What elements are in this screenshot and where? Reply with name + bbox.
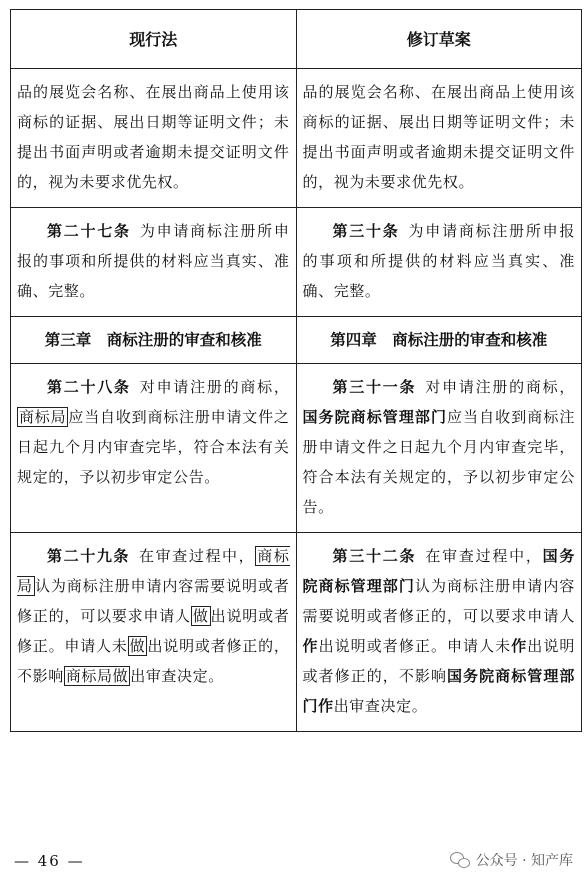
article-text: 在审查过程中， <box>139 547 256 565</box>
page-number: — 46 — <box>14 852 85 870</box>
chapter-row <box>11 316 581 363</box>
article-paragraph <box>303 372 576 522</box>
cell-revised-draft <box>296 69 582 207</box>
header-current-law: 现行法 <box>129 29 178 49</box>
cell-current-law <box>11 533 296 731</box>
revised-text-bold: 国务院商标管理部门 <box>302 547 576 595</box>
article-paragraph <box>17 372 290 492</box>
deleted-text-box: 做 <box>129 637 146 655</box>
wechat-icon <box>450 852 470 868</box>
article-text: 应当自收到商标注册申请文件之日起九个月内审查完毕，符合本法有关规定的，予以初步审定公告。 <box>302 408 575 516</box>
deleted-text-box: 商标局 <box>17 547 290 595</box>
revised-text-bold: 国务院商标管理部门 <box>302 408 447 426</box>
table-row <box>11 363 581 532</box>
article-paragraph <box>303 216 576 306</box>
watermark <box>450 850 573 870</box>
cell-revised-draft <box>296 364 582 532</box>
article-text: 出审查决定。 <box>333 697 428 715</box>
article-text: 认为商标注册申请内容需要说明或者修正的，可以要求申请人 <box>302 577 575 625</box>
paragraph-text: 品的展览会名称、在展出商品上使用该商标的证据、展出日期等证明文件；未提出书面声明或者逾期未提交证明文件的，视为未要求优先权。 <box>17 83 290 191</box>
article-number: 第二十八条 <box>47 378 131 396</box>
article-text: 出审查决定。 <box>130 667 224 685</box>
table-row <box>11 532 581 731</box>
watermark-text: 公众号 · 知产库 <box>475 853 573 869</box>
article-number: 第三十一条 <box>332 378 417 396</box>
article-paragraph <box>303 541 576 721</box>
article-text: 在审查过程中， <box>425 547 543 565</box>
revised-text-bold: 作 <box>511 637 528 655</box>
deleted-text-box: 商标局做 <box>65 667 129 685</box>
article-text: 出说明或者修正。申请人未 <box>318 637 512 655</box>
article-number: 第三十二条 <box>332 547 417 565</box>
cell-revised-draft <box>296 208 582 316</box>
revised-text-bold: 国务院商标管理部门作 <box>302 667 575 715</box>
cell-current-law <box>11 208 296 316</box>
article-text: 应当自收到商标注册申请文件之日起九个月内审查完毕，符合本法有关规定的，予以初步审定公告。 <box>17 408 290 486</box>
deleted-text-box: 商标局 <box>19 408 67 426</box>
article-number: 第二十七条 <box>47 222 131 240</box>
deleted-text-box: 做 <box>192 607 209 625</box>
article-text: 为申请商标注册所申报的事项和所提供的材料应当真实、准确、完整。 <box>17 222 290 300</box>
header-revised-draft: 修订草案 <box>296 10 582 68</box>
table-header-row <box>11 10 581 68</box>
article-text: 出说明或者修正。申请人未 <box>17 607 290 655</box>
article-text: 认为商标注册申请内容需要说明或者修正的，可以要求申请人 <box>17 577 290 625</box>
paragraph-text: 品的展览会名称、在展出商品上使用该商标的证据、展出日期等证明文件；未提出书面声明或者逾期未提交证明文件的，视为未要求优先权。 <box>302 83 575 191</box>
table-row <box>11 207 581 316</box>
article-number: 第二十九条 <box>47 547 131 565</box>
article-number: 第三十条 <box>332 222 400 240</box>
chapter-current-law: 第三章 商标注册的审查和核准 <box>44 331 262 349</box>
article-text: 出说明或者修正的，不影响 <box>17 637 290 685</box>
cell-current-law <box>11 69 296 207</box>
table-row <box>11 68 581 207</box>
article-paragraph <box>17 216 290 306</box>
chapter-revised-draft: 第四章 商标注册的审查和核准 <box>296 317 582 363</box>
cell-revised-draft <box>296 533 582 731</box>
revised-text-bold: 作 <box>302 637 319 655</box>
comparison-table <box>10 9 582 732</box>
article-text: 为申请商标注册所申报的事项和所提供的材料应当真实、准确、完整。 <box>302 222 575 300</box>
article-text: 对申请注册的商标， <box>139 378 290 396</box>
article-paragraph <box>17 541 290 691</box>
article-text: 对申请注册的商标， <box>425 378 575 396</box>
cell-current-law <box>11 364 296 532</box>
article-text: 出说明或者修正的，不影响 <box>302 637 575 685</box>
